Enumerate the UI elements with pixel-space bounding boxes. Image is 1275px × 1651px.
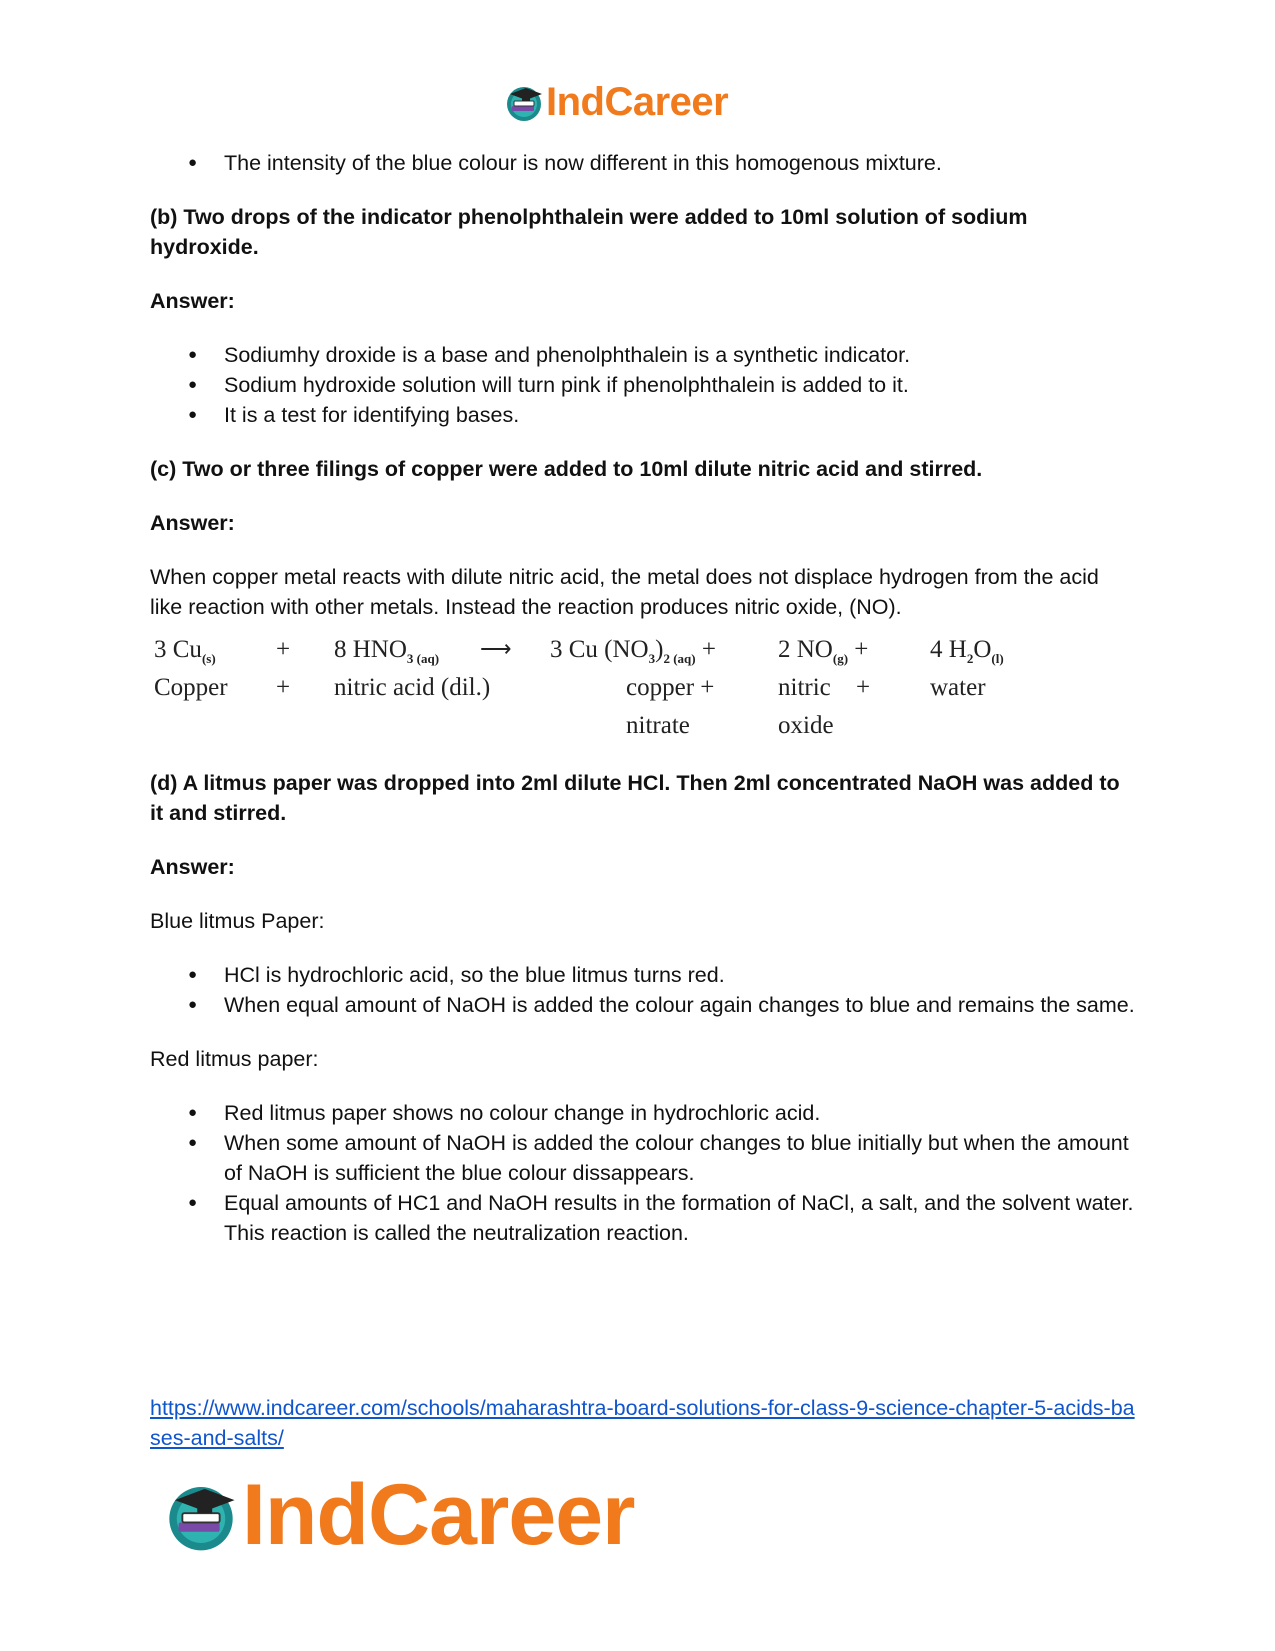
plus-sign: + xyxy=(856,674,871,701)
label-oxide: oxide xyxy=(778,712,834,739)
footer-logo xyxy=(160,1467,635,1563)
list-item: ● HCl is hydrochloric acid, so the blue litmus turns red. xyxy=(188,960,1135,990)
brand-name: IndCareer xyxy=(546,80,729,124)
question-b: (b) Two drops of the indicator phenolphthalein were added to 10ml solution of sodium hydroxide. xyxy=(150,205,1028,259)
red-litmus-list xyxy=(150,1098,1135,1248)
label-copper: Copper xyxy=(154,674,228,701)
list-item: ● Sodium hydroxide solution will turn pink if phenolphthalein is added to it. xyxy=(188,370,1135,400)
list-item: ● Equal amounts of HC1 and NaOH results in the formation of NaCl, a salt, and the solvent water. This reaction is called the neutralization reaction. xyxy=(188,1188,1135,1248)
graduation-cap-globe-icon xyxy=(502,80,546,124)
list-item: ● It is a test for identifying bases. xyxy=(188,400,1135,430)
plus-sign: + xyxy=(276,636,291,663)
label-nitric-acid: nitric acid (dil.) xyxy=(334,674,491,701)
question-d: (d) A litmus paper was dropped into 2ml dilute HCl. Then 2ml concentrated NaOH was added to it and stirred. xyxy=(150,771,1120,825)
document-body xyxy=(150,148,1135,1248)
product-nitric-oxide: 2 $NO_{(g)}$ + xyxy=(778,636,869,666)
plus-sign: + xyxy=(276,674,291,701)
label-copper-plus: copper + xyxy=(626,674,715,701)
intro-list xyxy=(150,148,1135,178)
red-litmus-heading: Red litmus paper: xyxy=(150,1047,319,1071)
answer-b-list xyxy=(150,340,1135,430)
brand-name: IndCareer xyxy=(242,1467,635,1563)
source-link[interactable]: https://www.indcareer.com/schools/maharashtra-board-solutions-for-class-9-science-chapter-5-acids-bases-and-salts/ xyxy=(150,1396,1135,1450)
answer-label-d: Answer: xyxy=(150,855,235,879)
answer-label-c: Answer: xyxy=(150,511,235,535)
reaction-arrow: ⟶ xyxy=(480,636,512,661)
label-nitrate: nitrate xyxy=(626,712,690,739)
blue-litmus-heading: Blue litmus Paper: xyxy=(150,909,325,933)
list-item: ● Sodiumhy droxide is a base and phenolphthalein is a synthetic indicator. xyxy=(188,340,1135,370)
reactant-nitric-acid: 8 $HNO_{3 (aq)}$ xyxy=(334,636,440,666)
header-logo xyxy=(502,80,728,124)
list-item: ● When some amount of NaOH is added the colour changes to blue initially but when the amount of NaOH is sufficient the blue colour dissappears. xyxy=(188,1128,1135,1188)
product-water: 4 $H_2O_{(l)}$ xyxy=(930,636,1004,666)
answer-label-b: Answer: xyxy=(150,289,235,313)
list-item: ● When equal amount of NaOH is added the colour again changes to blue and remains the same. xyxy=(188,990,1135,1020)
product-copper-nitrate: 3 Cu $(NO_3)_{2 (aq)}$ + xyxy=(550,636,716,666)
blue-litmus-list xyxy=(150,960,1135,1020)
list-item: ● The intensity of the blue colour is now different in this homogenous mixture. xyxy=(188,148,1135,178)
list-item: ● Red litmus paper shows no colour change in hydrochloric acid. xyxy=(188,1098,1135,1128)
graduation-cap-globe-icon xyxy=(160,1474,242,1556)
label-nitric: nitric xyxy=(778,674,831,701)
question-c: (c) Two or three filings of copper were added to 10ml dilute nitric acid and stirred. xyxy=(150,457,983,481)
answer-c-paragraph: When copper metal reacts with dilute nitric acid, the metal does not displace hydrogen from the acid like reaction with other metals. Instead the reaction produces nitric oxide, (NO). xyxy=(150,565,1099,619)
reactant-copper: 3 $Cu_{(s)}$ xyxy=(154,636,216,666)
chemical-equation xyxy=(150,632,1050,750)
label-water: water xyxy=(930,674,986,701)
